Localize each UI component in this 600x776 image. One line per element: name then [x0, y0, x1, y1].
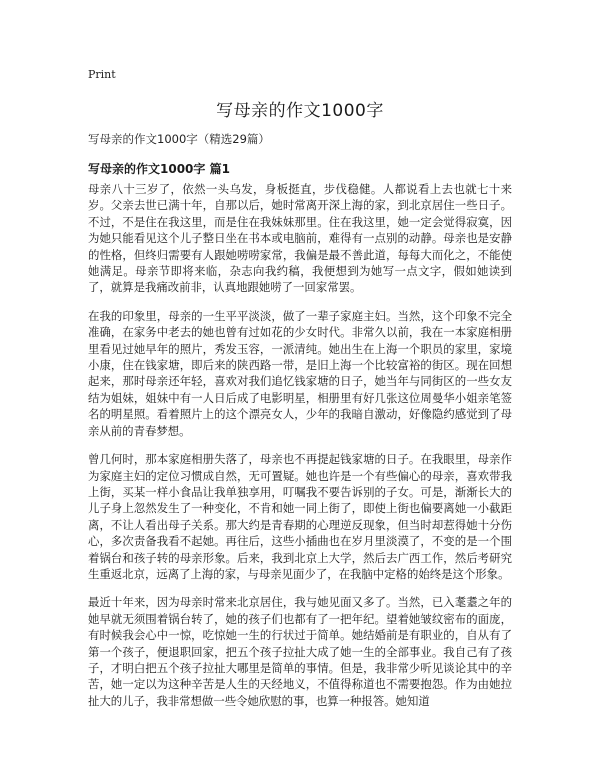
- page-subtitle: 写母亲的作文1000字（精选29篇）: [88, 132, 270, 146]
- paragraph: 母亲八十三岁了，依然一头乌发，身板挺直，步伐稳健。人都说看上去也就七十来岁。父亲去世已满十年，自那以后，她时常离开深上海的家，到北京居住一些日子。不过，不是住在我这里，而是住在我妹妹那里。住在我这里，她一定会觉得寂寞，因为她只能看见这个儿子整日坐在书本或电脑前，难得有一点别的动静。母亲也是安静的性格，但终归需要有人跟她唠唠家常，我偏是最不善此道，每每大而化之，不能使她满足。母亲节即将来临，杂志向我约稿，我便想到为她写一点文字，假如她读到了，就算是我痛改前非，认真地跟她唠了一回家常罢。: [88, 182, 512, 295]
- article-body: [88, 181, 512, 721]
- paragraph: 最近十年来，因为母亲时常来北京居住，我与她见面又多了。当然，已入耄耋之年的她早就无须围着锅台转了，她的孩子们也都有了一把年纪。望着她皱纹密布的面庞，有时候我会心中一惊，吃惊她一生的行状过于简单。她结婚前是有职业的，自从有了第一个孩子，便退职回家，把五个孩子拉扯大成了她一生的全部事业。我自己有了孩子，才明白把五个孩子拉扯大哪里是简单的事情。但是，我非常少听见谈论其中的辛苦，她一定以为这种辛苦是人生的天经地义，不值得称道也不需要抱怨。作为由她拉扯大的儿子，我非常想做一些令她欣慰的事，也算一种报答。她知道: [88, 595, 512, 708]
- page-title: 写母亲的作文1000字: [216, 101, 384, 121]
- paragraph: 在我的印象里，母亲的一生平平淡淡，做了一辈子家庭主妇。当然，这个印象不完全准确，在家务中老去的她也曾有过如花的少女时代。非常久以前，我在一本家庭相册里看见过她早年的照片，秀发玉容，一派清纯。她出生在上海一个职员的家里，家境小康，住在钱家塘，即后来的陕西路一带，是旧上海一个比较富裕的街区。现在回想起来，那时母亲还年轻，喜欢对我们追忆钱家塘的日子，她当年与同街区的一些女友结为姐妹，姐妹中有一人日后成了电影明星，相册里有好几张这位周曼华小姐亲笔签名的明星照。看着照片上的这个漂亮女人，少年的我暗自激动，好像隐约感觉到了母亲从前的青春梦想。: [88, 308, 512, 438]
- paragraph: 曾几何时，那本家庭相册失落了，母亲也不再提起钱家塘的日子。在我眼里，母亲作为家庭主妇的定位习惯成自然，无可置疑。她也许是一个有些偏心的母亲，喜欢带我上街，买某一样小食品让我单独享用，叮嘱我不要告诉别的子女。可是，渐渐长大的儿子身上忽然发生了一种变化，不肯和她一同上街了，即使上街也偏要离她一小截距离，不让人看出母子关系。那大约是青春期的心理逆反现象，但当时却惹得她十分伤心，多次责备我看不起她。再往后，这些小插曲也在岁月里淡漠了，不变的是一个围着锅台和孩子转的母亲形象。后来，我到北京上大学，然后去广西工作，然后考研究生重返北京，远离了上海的家，与母亲见面少了，在我脑中定格的始终是这个形象。: [88, 452, 512, 581]
- section-heading: 写母亲的作文1000字 篇1: [88, 162, 230, 176]
- print-label: Print: [88, 68, 116, 81]
